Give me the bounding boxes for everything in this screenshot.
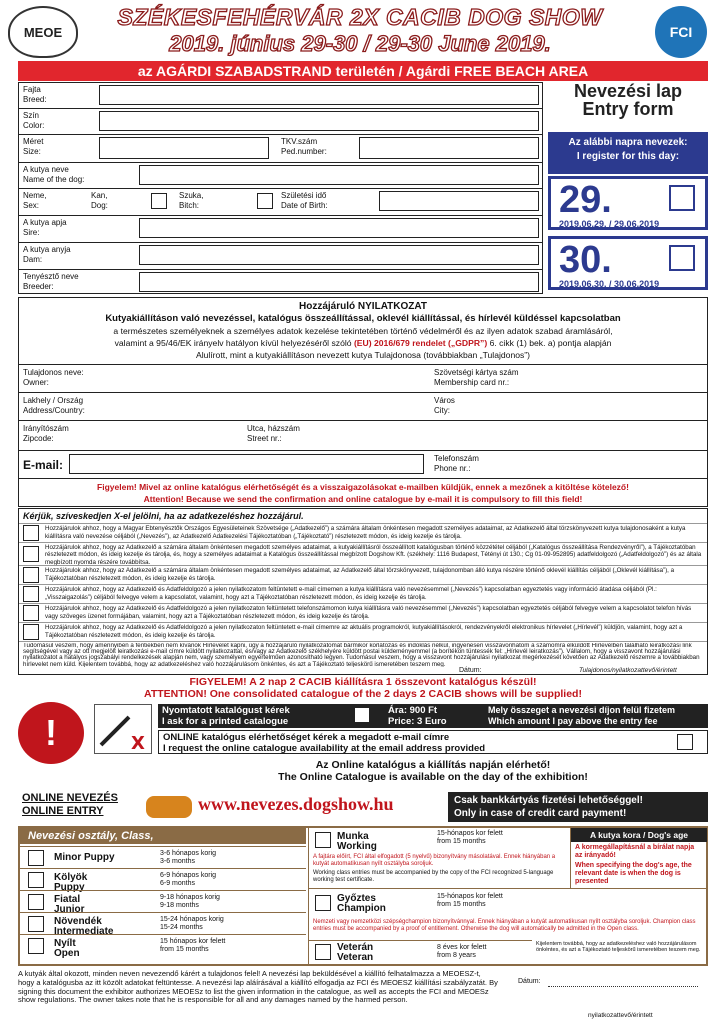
price-hu: Ára: 900 Ft xyxy=(388,705,438,716)
class-minor-puppy-checkbox[interactable] xyxy=(28,850,44,866)
printed-catalogue-row xyxy=(158,704,708,728)
veteran-side-note xyxy=(534,941,706,965)
class-minor-puppy-label: Minor Puppy xyxy=(54,852,115,863)
sire-field[interactable] xyxy=(139,218,539,238)
consent-note: Tudomásul veszem, hogy amennyiben a fentiekben nem kívánok Hírlevelet kapni, úgy a hozzájáruló nyilatkozatomat bármikor korlátozás és indoklás nélkül, ingyenesen visszavonhatom a számomra elküldött Hírlevélben található leiratkozási link segítségével vagy az ott megjelölt leiratkozási e-mail címre küldött nyilatkozattal, és/vagy az Adatkezelő székhelyére küldött postai küldeményemmel (a borítékon tüntessék fel: „Hírlevél leiratkozás”). Vállalom, hogy a visszavont hozzájárulási nyilatkozatot a hatályos jogszabályi rendelkezések alapján nem, vagy személyem egyértelműen azonosítható legyen. Tudomásul veszem, hogy a visszavont hozzájárulási nyilatkozat megérkezését követően az Adatkezelő részemre a továbbiakban hírlevelet nem küld. Kijelentem továbbá, hogy az adatkezeléshez való hozzájárulásom önkéntes, és azt a Tájékoztató teljeskörű ismeretében teszem meg. xyxy=(23,643,700,667)
day-29-box[interactable] xyxy=(548,176,708,230)
class-intermediate-label: Növendék Intermediate xyxy=(54,916,114,937)
day-29-checkbox[interactable] xyxy=(669,185,695,211)
size-label: Méret Size: xyxy=(23,137,44,156)
class-puppy-age: 6-9 hónapos korig 6-9 months xyxy=(160,872,217,887)
city-label: Város City: xyxy=(434,396,455,415)
sex-label: Neme, Sex: xyxy=(23,191,47,210)
footer-disclaimer: A kutyák által okozott, minden neven nevezendő kárért a tulajdonos felel! A nevezési lap beküldésével a kiállító felhatalmazza a MEOESZ-t, hogy a katalógusba az itt közölt adatokat feltüntesse. A nevezési lap aláírásával a kiállító elfogadja az FCI és MEOESZ kiállítási szabályzatát. By signing this document the exhibitor authorizes MEOESz to list the given information in the catalogue, as well as accepts the FCI and MEOESz show regulations. The owner takes note that he is responsible for all and any damages named by the harmed person. xyxy=(18,969,498,1005)
printed-catalogue-en: I ask for a printed catalogue xyxy=(162,716,289,727)
colour-label: Szín Color: xyxy=(23,111,45,130)
dob-label: Születési idő Date of Birth: xyxy=(281,191,328,210)
breed-label: Fajta Breed: xyxy=(23,85,47,104)
online-catalogue-checkbox[interactable] xyxy=(677,734,693,750)
declaration-title: Hozzájáruló NYILATKOZAT xyxy=(299,301,427,312)
online-catalogue-row xyxy=(158,730,708,754)
ped-number-field[interactable] xyxy=(359,137,539,159)
online-entry-en: ONLINE ENTRY xyxy=(22,805,104,817)
day-30-date: 2019.06.30. / 30.06.2019 xyxy=(559,279,660,289)
class-working-label: Munka Working xyxy=(337,831,377,852)
day-29-date: 2019.06.29. / 29.06.2019 xyxy=(559,219,660,229)
online-catalogue-en: I request the online catalogue availability at the email address provided xyxy=(163,743,486,754)
day-30-checkbox[interactable] xyxy=(669,245,695,271)
colour-field[interactable] xyxy=(99,111,539,131)
class-puppy-checkbox[interactable] xyxy=(28,872,44,888)
breeder-label: Tenyésztő neve Breeder: xyxy=(23,272,79,291)
footer-date-label: Dátum: xyxy=(518,978,541,985)
consent-date-label: Dátum: xyxy=(459,667,482,674)
page-title: SZÉKESFEHÉRVÁR 2X CACIB DOG SHOW xyxy=(117,4,603,30)
online-catalogue-text xyxy=(163,732,485,754)
online-entry-link[interactable]: www.nevezes.dogshow.hu xyxy=(198,794,394,814)
working-class-block xyxy=(308,828,568,888)
consent-heading: Kérjük, szíveskedjen X-el jelölni, ha az adatkezeléshez hozzájárul. xyxy=(23,511,304,521)
class-veteran-age: 8 éves kor felett from 8 years xyxy=(437,944,487,959)
class-veteran-label: Veterán Veteran xyxy=(337,942,374,963)
champion-note: Nemzeti vagy nemzetközi szépségchampion bizonyítvánnyal. Ennek hiányában a kutyát automatikusan nyílt osztályba soroljuk. Champion class entries must be accompanied by a proof of entitlement. Otherwise the dog will automatically be admitted in the Open class. xyxy=(313,919,696,932)
class-row xyxy=(20,868,306,893)
day-30-box[interactable] xyxy=(548,236,708,290)
card-payment-hu: Csak bankkártyás fizetési lehetőséggel! xyxy=(454,795,643,806)
dob-field[interactable] xyxy=(379,191,539,211)
dog-name-label: A kutya neve Name of the dog: xyxy=(23,165,85,184)
dog-icon xyxy=(146,796,192,818)
footer xyxy=(18,968,708,1024)
amount-en: Which amount I pay above the entry fee xyxy=(488,716,658,726)
size-field[interactable] xyxy=(99,137,269,159)
printed-catalogue-hu: Nyomtatott katalógust kérek xyxy=(162,705,290,716)
online-catalogue-hu: ONLINE katalógus elérhetőséget kérek a megadott e-mail címre xyxy=(163,732,450,743)
printed-catalogue-checkbox[interactable] xyxy=(354,707,370,723)
catalogue-price xyxy=(388,705,447,727)
membership-label: Szövetségi kártya szám Membership card nr.: xyxy=(434,368,519,387)
declaration-line1: Kutyakiállításon való nevezéssel, katalógus összeállítással, oklevél kiállítással, és hírlevél küldéssel kapcsolatban xyxy=(105,313,621,324)
dog-age-en: When specifying the dog's age, the relevant date is when the dog is presented xyxy=(575,862,692,885)
consent-section xyxy=(18,508,708,675)
price-en: Price: 3 Euro xyxy=(388,716,447,727)
class-junior-label: Fiatal Junior xyxy=(54,894,85,915)
online-entry-hu: ONLINE NEVEZÉS xyxy=(22,792,118,804)
online-availability-en: The Online Catalogue is available on the day of the exhibition! xyxy=(278,771,588,783)
declaration-line3-text: valamint a 95/46/EK irányelv hatályon kívül helyezéséről szóló xyxy=(114,338,354,348)
consent-text-6: Hozzájárulok ahhoz, hogy az Adatkezelő és Adatfeldolgozó a jelen nyilatkozaton feltüntetett e-mail címemre az aktuális programokról, kutyakiállításokról, rendezvényekről elektronikus hírlevelet („Hírlevél”) küldjön, valamint, hogy azt a Tájékoztatóban részletezett módon, és ideig kezelje és tárolja. xyxy=(45,624,683,639)
class-working-age: 15-hónapos kor felett from 15 months xyxy=(437,830,503,845)
entry-form-title-hu: Nevezési lap xyxy=(573,81,683,101)
consent-row xyxy=(19,584,707,603)
sex-bitch-checkbox[interactable] xyxy=(257,193,273,209)
class-row xyxy=(20,846,306,868)
gdpr-reference: (EU) 2016/679 rendelet („GDPR”) xyxy=(353,338,488,348)
consent-text-5: Hozzájárulok ahhoz, hogy az Adatkezelő és Adatfeldolgozó a jelen nyilatkozaton feltüntetett telefonszámomon kutya kiállításra való nevezésemmel („Nevezés”) kapcsolatban egyeztetés céljából felvegye velem a kapcsolatot telefon hívás vagy szöveges üzenet formájában, valamint, hogy azt a Tájékoztatóban részletezett módon, és ideig kezelje és tárolja. xyxy=(45,605,692,620)
card-payment-note xyxy=(448,792,708,822)
class-intermediate-checkbox[interactable] xyxy=(28,916,44,932)
class-champion-age: 15-hónapos kor felett from 15 months xyxy=(437,893,503,908)
class-open-label: Nyílt Open xyxy=(54,938,80,959)
catalogue-amount xyxy=(488,705,675,727)
dog-age-title: A kutya kora / Dog's age xyxy=(571,828,707,842)
catalogue-attention-hu: FIGYELEM! A 2 nap 2 CACIB kiállításra 1 összevont katalógus készül! xyxy=(189,676,537,688)
pen-icon xyxy=(94,704,152,754)
svg-text:X: X xyxy=(131,733,145,753)
dog-name-field[interactable] xyxy=(139,165,539,185)
entry-form-title xyxy=(548,82,708,118)
ped-number-label: TKV.szám Ped.number: xyxy=(281,137,327,156)
phone-label: Telefonszám Phone nr.: xyxy=(434,454,479,473)
consent-row xyxy=(19,565,707,584)
catalogue-section xyxy=(18,676,708,788)
consent-row xyxy=(19,542,707,565)
printed-catalogue-text xyxy=(162,705,290,727)
footer-date-line[interactable] xyxy=(548,986,698,987)
consent-text-2: Hozzájárulok ahhoz, hogy az Adatkezelő a számára általam önkéntesen megadott személyes adataimat, a kutyakiállításról összeállított katalógusban történő közzététel céljából („Katalógus összeállítása Rendezvényről”), a Tájékoztatóban részletezett módon, és ideig kezelje és tárolja, és, hogy a személyes adataimat a Katalógus összeállítással megbízott Dogshow Kft. (székhely: 1116 Budapest, Tétényi út 130.; Cg 01-09-952895) adatfeldolgozó („Adatfeldolgozó”) és az általa megbízott nyomda részére továbbítsa. xyxy=(45,544,702,566)
owner-label: Tulajdonos neve: Owner: xyxy=(23,368,84,387)
class-open-checkbox[interactable] xyxy=(28,938,44,954)
class-row xyxy=(20,912,306,937)
class-veteran-checkbox[interactable] xyxy=(315,944,331,960)
footer-sign-label: nyilatkozattevő/érintett xyxy=(588,1012,653,1019)
consent-text-4: Hozzájárulok ahhoz, hogy az Adatkezelő és Adatfeldolgozó a jelen nyilatkozatom feltüntetett e-mail címemen a kutya kiállításra való nevezésemmel („Nevezés”) kapcsolatban egyeztetés vagy információ átadása céljából (Pl.: „Visszaigazolás”) céljából felvegye velem a kapcsolatot, valamint, hogy azt a Tájékoztatóban részletezett módon, és ideig kezelje és tárolja. xyxy=(45,586,657,601)
declaration-line3 xyxy=(19,338,707,348)
declaration-line2: a természetes személyeknek a személyes adatok kezelése tekintetében történő védelméről és az ilyen adatok szabad áramlásáról, xyxy=(113,326,613,336)
email-label: E-mail: xyxy=(23,458,64,472)
consent-row xyxy=(19,603,707,622)
online-availability xyxy=(158,759,708,783)
day-29-number: 29. xyxy=(559,179,612,221)
dog-age-hu: A kormegállapításnál a bírálat napja az irányadó! xyxy=(575,844,695,859)
declaration-line3-tail: 6. cikk (1) bek. a) pontja alapján xyxy=(487,338,612,348)
fci-logo: FCI xyxy=(655,6,707,58)
breeder-field[interactable] xyxy=(139,272,539,292)
veteran-class-block xyxy=(308,940,532,964)
classes-section xyxy=(18,826,708,966)
bitch-sex-label: Szuka, Bitch: xyxy=(179,191,204,210)
class-junior-checkbox[interactable] xyxy=(28,894,44,910)
class-open-age: 15 hónapos kor felett from 15 months xyxy=(160,938,226,953)
country-label: Lakhely / Ország Address/Country: xyxy=(23,396,85,415)
class-row xyxy=(20,890,306,915)
dog-sex-label: Kan, Dog: xyxy=(91,191,108,210)
class-minor-puppy-age: 3-6 hónapos korig 3-6 months xyxy=(160,850,217,865)
online-entry-section xyxy=(18,790,708,826)
meoesz-logo: MEOE xyxy=(8,6,78,58)
sire-label: A kutya apja Sire: xyxy=(23,218,67,237)
catalogue-attention-en: ATTENTION! One consolidated catalogue of the 2 days 2 CACIB shows will be supplied! xyxy=(144,688,582,700)
email-warning-en: Attention! Because we send the confirmation and online catalogue by e-mail it is compulsory to fill this field! xyxy=(143,494,583,504)
consent-sign-label: Tulajdonos/nyilatkozattevő/érintett xyxy=(579,667,677,674)
header xyxy=(0,0,723,60)
sex-dog-checkbox[interactable] xyxy=(151,193,167,209)
right-consent-text: Kijelentem továbbá, hogy az adatkezeléshez való hozzájárulásom önkéntes, és azt a Tájékoztató teljeskörű ismeretében teszem meg. xyxy=(536,941,701,953)
consent-checkbox-6[interactable] xyxy=(23,624,39,640)
classes-header: Nevezési osztály, Class, xyxy=(20,828,306,844)
entry-form-title-en: Entry form xyxy=(582,99,674,119)
consent-row xyxy=(19,523,707,542)
breed-field[interactable] xyxy=(99,85,539,105)
street-label: Utca, házszám Street nr.: xyxy=(247,424,300,443)
dog-details-section xyxy=(18,82,543,294)
show-dates: 2019. június 29-30 / 29-30 June 2019. xyxy=(169,31,551,56)
declaration-section xyxy=(18,297,708,507)
working-note-en: Working class entries must be accompanied by the copy of the FCI recognized 5-language working test certificate. xyxy=(313,870,554,883)
consent-checkbox-5[interactable] xyxy=(23,605,39,621)
working-note-hu: A fajtára előírt, FCI által elfogadott (5 nyelvű) bizonyítvány másolatával. Ennek hiányában a kutyát automatikusan nyílt osztályba soroljuk. xyxy=(313,854,556,867)
zip-label: Irányítószám Zipcode: xyxy=(23,424,69,443)
champion-class-block xyxy=(308,888,708,940)
dam-field[interactable] xyxy=(139,245,539,265)
online-entry-label xyxy=(22,792,118,818)
venue-banner: az AGÁRDI SZABADSTRAND területén / Agárdi FREE BEACH AREA xyxy=(18,61,708,81)
card-payment-en: Only in case of credit card payment! xyxy=(454,808,627,819)
class-champion-checkbox[interactable] xyxy=(315,895,331,911)
class-junior-age: 9-18 hónapos korig 9-18 months xyxy=(160,894,220,909)
consent-checkbox-4[interactable] xyxy=(23,586,39,602)
amount-hu: Mely összeget a nevezési díjon felül fizetem xyxy=(488,705,676,715)
consent-text-3: Hozzájárulok ahhoz, hogy az Adatkezelő a számára általam önkéntesen megadott személyes adataimat, az Adatkezelő által törzskönyvezett, tulajdonomban álló kutya részére történő oklevél kiállítás céljából („Oklevél kiállítása”), a Tájékoztatóban részletezett módon, és ideig kezelje és tárolja. xyxy=(45,567,675,582)
consent-checkbox-2[interactable] xyxy=(23,546,39,562)
email-field[interactable] xyxy=(69,454,424,474)
day-selection-header xyxy=(548,132,708,174)
online-availability-hu: Az Online katalógus a kiállítás napján elérhető! xyxy=(315,759,551,771)
declaration-line4: Alulírott, mint a kutyakiállításon nevezett kutya Tulajdonosa (továbbiakban „Tulajdonos”) xyxy=(195,350,531,360)
consent-note-row xyxy=(19,641,707,675)
consent-checkbox-3[interactable] xyxy=(23,567,39,583)
class-row xyxy=(20,934,306,959)
dam-label: A kutya anyja Dam: xyxy=(23,245,71,264)
day-header-en: I register for this day: xyxy=(576,151,680,162)
day-30-number: 30. xyxy=(559,239,612,281)
class-intermediate-age: 15-24 hónapos korig 15-24 months xyxy=(160,916,224,931)
day-header-hu: Az alábbi napra nevezek: xyxy=(568,137,688,148)
email-warning-hu: Figyelem! Mivel az online katalógus elérhetőségét és a visszaigazolásokat e-mailben küldjük, ennek a mezőnek a kitöltése kötelező! xyxy=(97,482,629,492)
consent-row xyxy=(19,622,707,641)
consent-checkbox-1[interactable] xyxy=(23,525,39,541)
class-champion-label: Győztes Champion xyxy=(337,893,386,914)
class-working-checkbox[interactable] xyxy=(315,832,331,848)
class-puppy-label: Kölyök Puppy xyxy=(54,872,88,893)
exclamation-icon: ! xyxy=(18,702,84,764)
consent-text-1: Hozzájárulok ahhoz, hogy a Magyar Ebtenyésztők Országos Egyesületeinek Szövetsége („Adatkezelő”) a számára általam önkéntesen megadott személyes adataimat, az Adatkezelő által törzskönyvezett kutya tulajdonosaként a kutya kiállításra való nevezése céljából („Nevezés”), az Adatkezelő Adatkezelési Tájékoztatóban („Tájékoztató”) részletezett módon, és ideig kezelje és tárolja. xyxy=(45,525,686,540)
dog-age-block xyxy=(570,828,706,888)
